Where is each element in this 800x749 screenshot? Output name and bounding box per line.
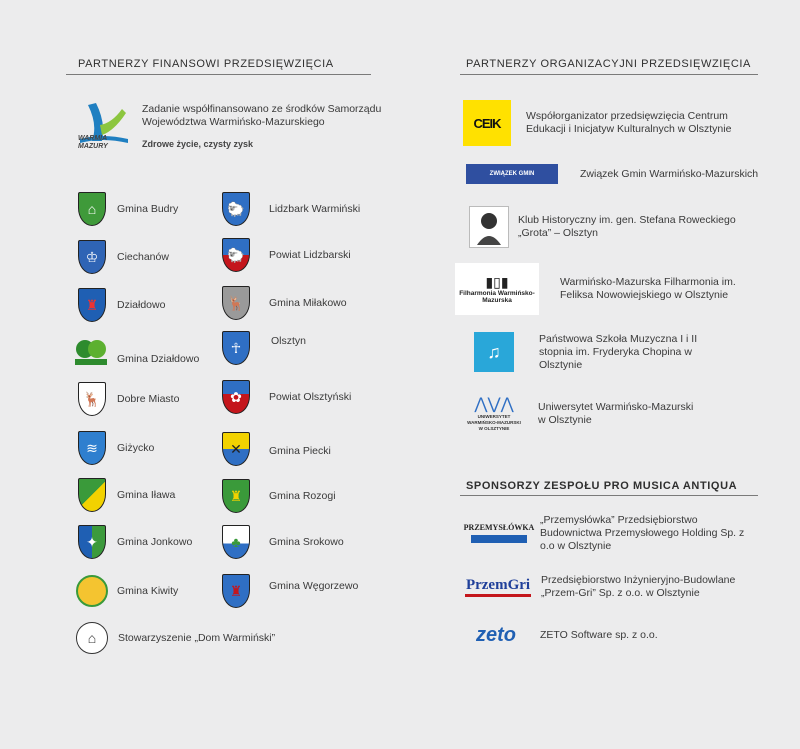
partner-gizycko — [78, 431, 154, 465]
przemgri-logo: PrzemGri — [465, 577, 531, 597]
partner-gmina-wegorzewo — [222, 574, 358, 608]
cofinancing-text: Zadanie współfinansowano ze środków Samorządu Województwa Warmińsko-Mazurskiego — [142, 102, 382, 128]
partner-label: Współorganizator przedsięwzięcia Centrum Edukacji i Inicjatyw Kulturalnych w Olsztynie — [526, 110, 732, 135]
partner-gmina-dzialdowo — [73, 337, 199, 367]
partner-label: Gmina Budry — [117, 202, 179, 215]
ceik-logo: CEIK — [463, 100, 511, 146]
partner-uwm — [465, 390, 698, 438]
gmina-piecki-crest-icon: ✕ — [222, 432, 250, 466]
warmia-mazury-partner — [72, 95, 392, 160]
partner-zwiazek-gmin — [466, 164, 758, 184]
partner-label: Gmina Rozogi — [269, 489, 336, 502]
partner-label: Warmińsko-Mazurska Filharmonia im. Feliksa Nowowiejskiego w Olsztynie — [560, 276, 736, 301]
partner-gmina-kiwity — [76, 575, 178, 607]
partner-label: Ciechanów — [117, 250, 169, 263]
gizycko-crest-icon: ≋ — [78, 431, 106, 465]
warmia-mazury-logo-text: WARMIA MAZURY — [78, 135, 108, 150]
filharmonia-logo — [455, 263, 539, 315]
partner-dobre-miasto — [78, 382, 179, 416]
sponsor-przemyslowka — [461, 513, 750, 553]
gmina-dzialdowo-logo — [73, 337, 109, 367]
partner-dzialdowo — [78, 288, 165, 322]
slogan: Zdrowe życie, czysty zysk — [142, 138, 254, 149]
gmina-budry-crest-icon: ⌂ — [78, 192, 106, 226]
partner-label: Gmina Iława — [117, 488, 176, 501]
partner-powiat-lidzbarski — [222, 238, 351, 272]
olsztyn-crest-icon: ☥ — [222, 331, 250, 365]
financial-heading: PARTNERZY FINANSOWI PRZEDSIĘWZIĘCIA — [78, 58, 334, 70]
sponsors-heading: SPONSORZY ZESPOŁU PRO MUSICA ANTIQUA — [466, 480, 738, 492]
zwiazek-gmin-logo: ZWIĄZEK GMIN — [466, 164, 558, 184]
financial-divider — [66, 74, 371, 75]
partner-gmina-milakowo — [222, 286, 347, 320]
holding-bar — [471, 535, 527, 543]
partner-filharmonia — [455, 263, 740, 315]
partner-label: Gmina Działdowo — [117, 352, 200, 365]
gmina-kiwity-logo — [76, 575, 108, 607]
partner-label: Uniwersytet Warmińsko-Mazurski w Olsztynie — [538, 401, 694, 426]
partner-gmina-budry — [78, 192, 178, 226]
sponsors-divider — [460, 495, 758, 496]
powiat-lidzbarski-crest-icon: 🐑 — [222, 238, 250, 272]
partner-klub-historyczny — [469, 206, 758, 248]
partner-label: Związek Gmin Warmińsko-Mazurskich — [580, 167, 759, 180]
partner-gmina-srokowo — [222, 525, 344, 559]
filharmonia-logo-text: Filharmonia Warmińsko-Mazurska — [459, 290, 535, 304]
partner-label: Gmina Jonkowo — [117, 535, 193, 548]
przemyslowka-logo-text: PRZEMYSŁÓWKA — [463, 523, 535, 532]
partner-label: Stowarzyszenie „Dom Warmiński” — [118, 631, 276, 644]
uwm-logo-text: UNIWERSYTET WARMIŃSKO-MAZURSKI W OLSZTYNIE — [467, 414, 521, 431]
partner-label: Powiat Olsztyński — [269, 390, 352, 403]
sponsor-label: ZETO Software sp. z o.o. — [540, 628, 658, 641]
gmina-jonkowo-crest-icon: ✦ — [78, 525, 106, 559]
partner-olsztyn — [222, 331, 306, 365]
gmina-srokowo-crest-icon: ♣ — [222, 525, 250, 559]
uwm-symbol-icon: ⋀⋁⋀ — [474, 396, 514, 413]
dom-warminski-logo: ⌂ — [76, 622, 108, 654]
gmina-rozogi-crest-icon: ♜ — [222, 479, 250, 513]
lidzbark-warminski-crest-icon: 🐑 — [222, 192, 250, 226]
sponsor-przemgri — [465, 574, 741, 600]
przemyslowka-logo — [461, 513, 537, 553]
partner-label: Gmina Miłakowo — [269, 296, 347, 309]
partner-label: Gmina Srokowo — [269, 535, 344, 548]
partner-gmina-ilawa — [78, 478, 175, 512]
gmina-milakowo-crest-icon: 🦌 — [222, 286, 250, 320]
sponsor-zeto — [468, 622, 658, 648]
organizational-heading: PARTNERZY ORGANIZACYJNI PRZEDSIĘWZIĘCIA — [466, 58, 751, 70]
partner-label: Gmina Piecki — [269, 444, 331, 457]
partner-ciechanow — [78, 240, 169, 274]
partner-gmina-jonkowo — [78, 525, 192, 559]
dobre-miasto-crest-icon: 🦌 — [78, 382, 106, 416]
filharmonia-pipes-icon: ▮▯▮ — [485, 274, 509, 290]
partner-label: Lidzbark Warmiński — [269, 202, 361, 215]
zeto-logo: zeto — [476, 623, 516, 646]
partner-label: Olsztyn — [271, 334, 307, 347]
dzialdowo-crest-icon: ♜ — [78, 288, 106, 322]
warmia-mazury-logo — [72, 95, 137, 160]
partner-gmina-rozogi — [222, 479, 336, 513]
partner-label: Działdowo — [117, 298, 166, 311]
powiat-olsztynski-crest-icon: ✿ — [222, 380, 250, 414]
partner-label: Gmina Kiwity — [117, 584, 179, 597]
partner-dom-warminski — [76, 622, 275, 654]
partner-ceik — [463, 100, 736, 146]
szkola-muzyczna-logo-icon: ♫ — [474, 332, 514, 372]
partner-lidzbark-warminski — [222, 192, 360, 226]
gmina-wegorzewo-crest-icon: ♜ — [222, 574, 250, 608]
gmina-ilawa-crest-icon — [78, 478, 106, 512]
sponsor-label: „Przemysłówka” Przedsiębiorstwo Budownictwa Przemysłowego Holding Sp. z o.o w Olsztynie — [540, 513, 745, 552]
organizational-divider — [460, 74, 758, 75]
partner-label: Dobre Miasto — [117, 392, 180, 405]
partner-label: Gmina Węgorzewo — [269, 579, 359, 592]
partner-gmina-piecki — [222, 432, 331, 466]
partner-label: Państwowa Szkoła Muzyczna I i II stopnia im. Fryderyka Chopina w Olsztynie — [539, 332, 698, 371]
partner-label: Giżycko — [117, 441, 155, 454]
partner-szkola-muzyczna — [474, 332, 719, 372]
partner-powiat-olsztynski — [222, 380, 351, 414]
sponsor-label: Przedsiębiorstwo Inżynieryjno-Budowlane „Przem-Gri” Sp. z o.o. w Olsztynie — [541, 574, 736, 599]
partner-label: Klub Historyczny im. gen. Stefana Roweckiego „Grota” – Olsztyn — [518, 214, 736, 239]
ciechanow-crest-icon: ♔ — [78, 240, 106, 274]
partner-label: Powiat Lidzbarski — [269, 248, 351, 261]
klub-historyczny-portrait — [469, 206, 509, 248]
uwm-logo — [465, 390, 523, 438]
